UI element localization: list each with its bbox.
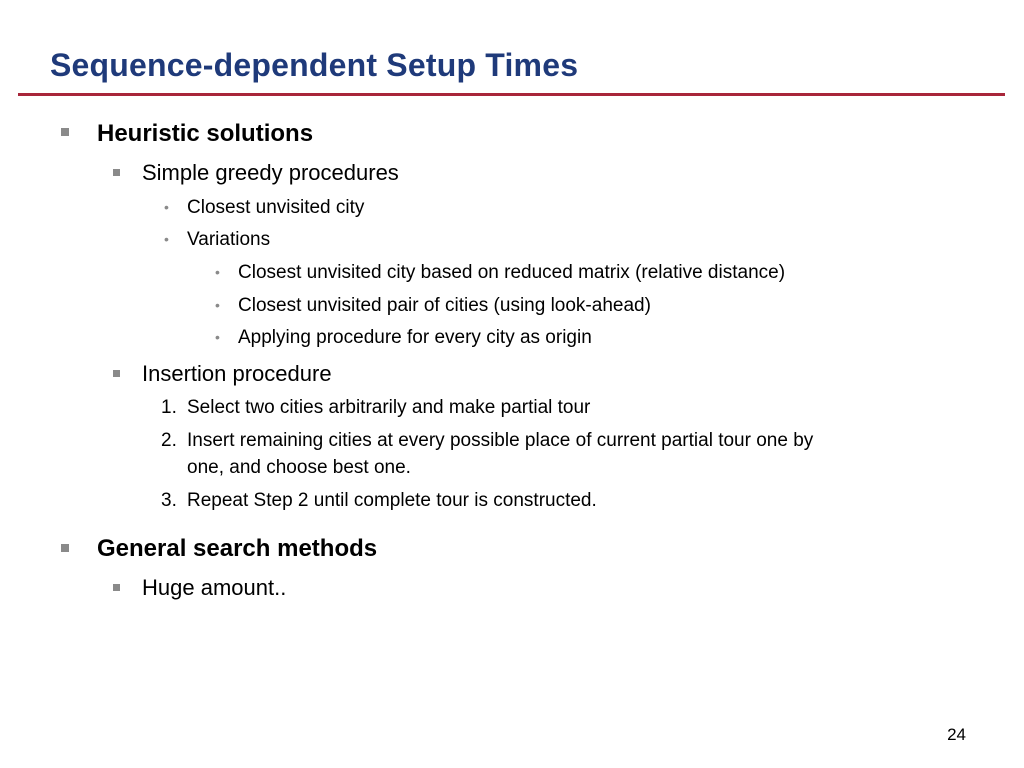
step-text: Select two cities arbitrarily and make partial tour [187,397,591,418]
step-number: 1. [161,397,177,418]
bullet-general-search: General search methods [97,535,378,562]
square-bullet-icon [61,544,69,552]
bullet-closest-unvisited: Closest unvisited city [187,197,365,218]
dot-bullet-icon: • [215,297,220,313]
square-bullet-icon [113,169,120,176]
bullet-huge-amount: Huge amount.. [142,575,287,600]
dot-bullet-icon: • [164,199,169,215]
bullet-insertion-procedure: Insertion procedure [142,361,332,386]
step-text-continuation: one, and choose best one. [187,457,411,478]
bullet-heuristic-solutions: Heuristic solutions [97,120,314,147]
step-number: 3. [161,490,177,511]
bullet-simple-greedy: Simple greedy procedures [142,160,399,185]
step-text: Repeat Step 2 until complete tour is constructed. [187,490,597,511]
page-number: 24 [947,725,966,744]
square-bullet-icon [113,584,120,591]
bullet-variation-reduced-matrix: Closest unvisited city based on reduced matrix (relative distance) [238,262,786,283]
dot-bullet-icon: • [164,231,169,247]
dot-bullet-icon: • [215,329,220,345]
square-bullet-icon [113,370,120,377]
square-bullet-icon [61,128,69,136]
bullet-variation-pair: Closest unvisited pair of cities (using look-ahead) [238,295,651,316]
bullet-variation-origin: Applying procedure for every city as origin [238,327,592,348]
bullet-variations: Variations [187,229,271,250]
step-number: 2. [161,430,177,451]
step-text: Insert remaining cities at every possible place of current partial tour one by [187,430,814,451]
dot-bullet-icon: • [215,264,220,280]
slide-title: Sequence-dependent Setup Times [50,47,579,83]
